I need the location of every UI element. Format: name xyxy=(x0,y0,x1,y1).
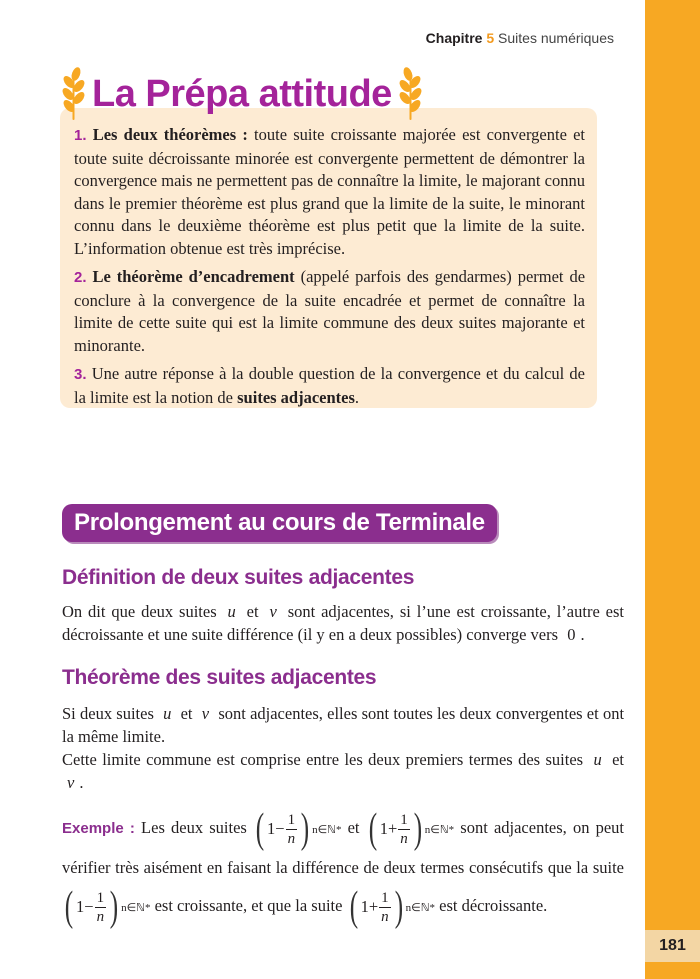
item-number: 1. xyxy=(74,127,87,144)
subscript: n∈ℕ* xyxy=(312,824,342,836)
text: Les deux suites xyxy=(141,817,247,837)
item-bold: Les deux théorèmes : xyxy=(92,125,248,144)
math-v: v xyxy=(269,602,277,621)
item-number: 2. xyxy=(74,269,87,286)
theorem-paragraph-2 xyxy=(62,749,624,794)
sequence-1-plus-1-over-n: ( 1 + $\frac{1}{n}$ ) n∈ℕ* xyxy=(368,806,455,852)
fraction xyxy=(379,889,391,926)
math-one: 1 xyxy=(267,819,276,838)
theorem-heading: Théorème des suites adjacentes xyxy=(62,666,377,689)
item-number: 3. xyxy=(74,366,87,383)
numerator: 1 xyxy=(381,889,389,906)
text: Si deux suites xyxy=(62,704,154,723)
item-bold: suites adjacentes xyxy=(237,387,355,407)
wheat-right-icon xyxy=(398,66,424,122)
math-u: u xyxy=(163,704,172,723)
chapter-word: Chapitre xyxy=(425,30,483,46)
item-bold: Le théorème d’encadrement xyxy=(92,267,295,286)
text: et xyxy=(180,704,193,723)
fraction xyxy=(398,811,410,848)
math-minus: − xyxy=(84,897,94,916)
item-text: toute suite croissante majorée est convergente et toute suite décroissante minorée est convergente permettent de démontrer la convergence mais ne permettent pas de connaître la limite, le majorant connu dans le premier théorème est plus grand que la limite de la suite, le minorant connu dans le deuxième théorème est plus petit que la limite de la suite. L’information obtenue est très imprécise. xyxy=(74,125,586,258)
math-plus: + xyxy=(368,897,379,916)
sequence-1-minus-1-over-n: ( 1 − $\frac{1}{n}$ ) n∈ℕ* xyxy=(64,884,151,930)
sidebar-label xyxy=(0,0,55,979)
attitude-item-2 xyxy=(74,266,585,357)
subscript: n∈ℕ* xyxy=(405,902,436,914)
item-text: Une autre réponse à la double question de la convergence et du calcul de la limite est la notion de xyxy=(74,364,586,407)
math-u: u xyxy=(593,750,602,769)
math-one: 1 xyxy=(379,819,388,838)
numerator: 1 xyxy=(400,811,408,828)
attitude-item-3 xyxy=(74,363,585,409)
definition-heading: Définition de deux suites adjacentes xyxy=(62,566,415,589)
text: est décroissante. xyxy=(439,895,548,915)
section-title: Prolongement au cours de Terminale xyxy=(74,509,485,536)
denominator: n xyxy=(96,908,105,925)
subscript: n∈ℕ* xyxy=(121,902,151,914)
item-text: (appelé parfois des gendarmes) permet de conclure à la convergence de la suite encadrée et permet de connaître la limite de cette suite qui est la limite commune des deux suites majorante et minorante. xyxy=(74,267,586,355)
math-v: v xyxy=(67,772,75,792)
numerator: 1 xyxy=(287,811,296,828)
attitude-title: La Prépa attitude xyxy=(92,72,392,115)
denominator: n xyxy=(400,830,408,847)
text: sont adjacentes, on peut vérifier très aisément en faisant la différence de deux termes consécutifs que la suite xyxy=(62,817,625,877)
example-label: Exemple : xyxy=(62,819,135,837)
math-v: v xyxy=(201,704,210,723)
example-paragraph xyxy=(62,808,624,928)
fraction xyxy=(286,811,298,848)
math-one: 1 xyxy=(76,897,85,916)
attitude-item-1 xyxy=(74,124,585,260)
subscript: n∈ℕ* xyxy=(424,824,455,836)
sequence-1-minus-1-over-n: ( 1 − $\frac{1}{n}$ ) n∈ℕ* xyxy=(255,806,342,852)
theorem-paragraph-1 xyxy=(62,703,624,748)
text: est croissante, et que la suite xyxy=(154,895,343,915)
section-banner xyxy=(62,504,497,542)
page-number: 181 xyxy=(645,930,700,962)
text: . xyxy=(580,624,585,644)
denominator: n xyxy=(381,908,389,925)
math-zero: 0 xyxy=(567,624,576,644)
chapter-number: 5 xyxy=(486,30,495,46)
text: sont adjacentes, elles sont toutes les deux convergentes et ont la même limite. xyxy=(62,704,625,746)
math-one: 1 xyxy=(360,897,369,916)
math-u: u xyxy=(227,602,236,621)
text: sont adjacentes, si l’une est croissante, l’autre est décroissante et une suite différence (il y en a deux possibles) converge vers xyxy=(62,602,624,644)
chapter-title: Suites numériques xyxy=(498,30,614,46)
item-text-end: . xyxy=(354,387,360,407)
text: . xyxy=(79,772,84,792)
text: et xyxy=(612,750,625,769)
sidebar-band xyxy=(645,0,700,979)
fraction xyxy=(95,889,107,926)
definition-paragraph xyxy=(62,601,624,646)
sidebar-label-text: AMBITION PRÉPA xyxy=(13,375,41,605)
prepa-attitude-box xyxy=(60,108,597,408)
text: et xyxy=(246,602,259,621)
text: et xyxy=(347,817,360,837)
numerator: 1 xyxy=(96,889,105,906)
wheat-left-icon xyxy=(60,66,86,122)
attitude-title-block xyxy=(60,64,424,124)
running-header xyxy=(426,30,614,46)
math-minus: − xyxy=(275,819,285,838)
denominator: n xyxy=(287,830,296,847)
text: Cette limite commune est comprise entre les deux premiers termes des suites xyxy=(62,750,584,769)
sequence-1-plus-1-over-n: ( 1 + $\frac{1}{n}$ ) n∈ℕ* xyxy=(349,884,436,930)
text: On dit que deux suites xyxy=(62,602,217,621)
math-plus: + xyxy=(387,819,398,838)
